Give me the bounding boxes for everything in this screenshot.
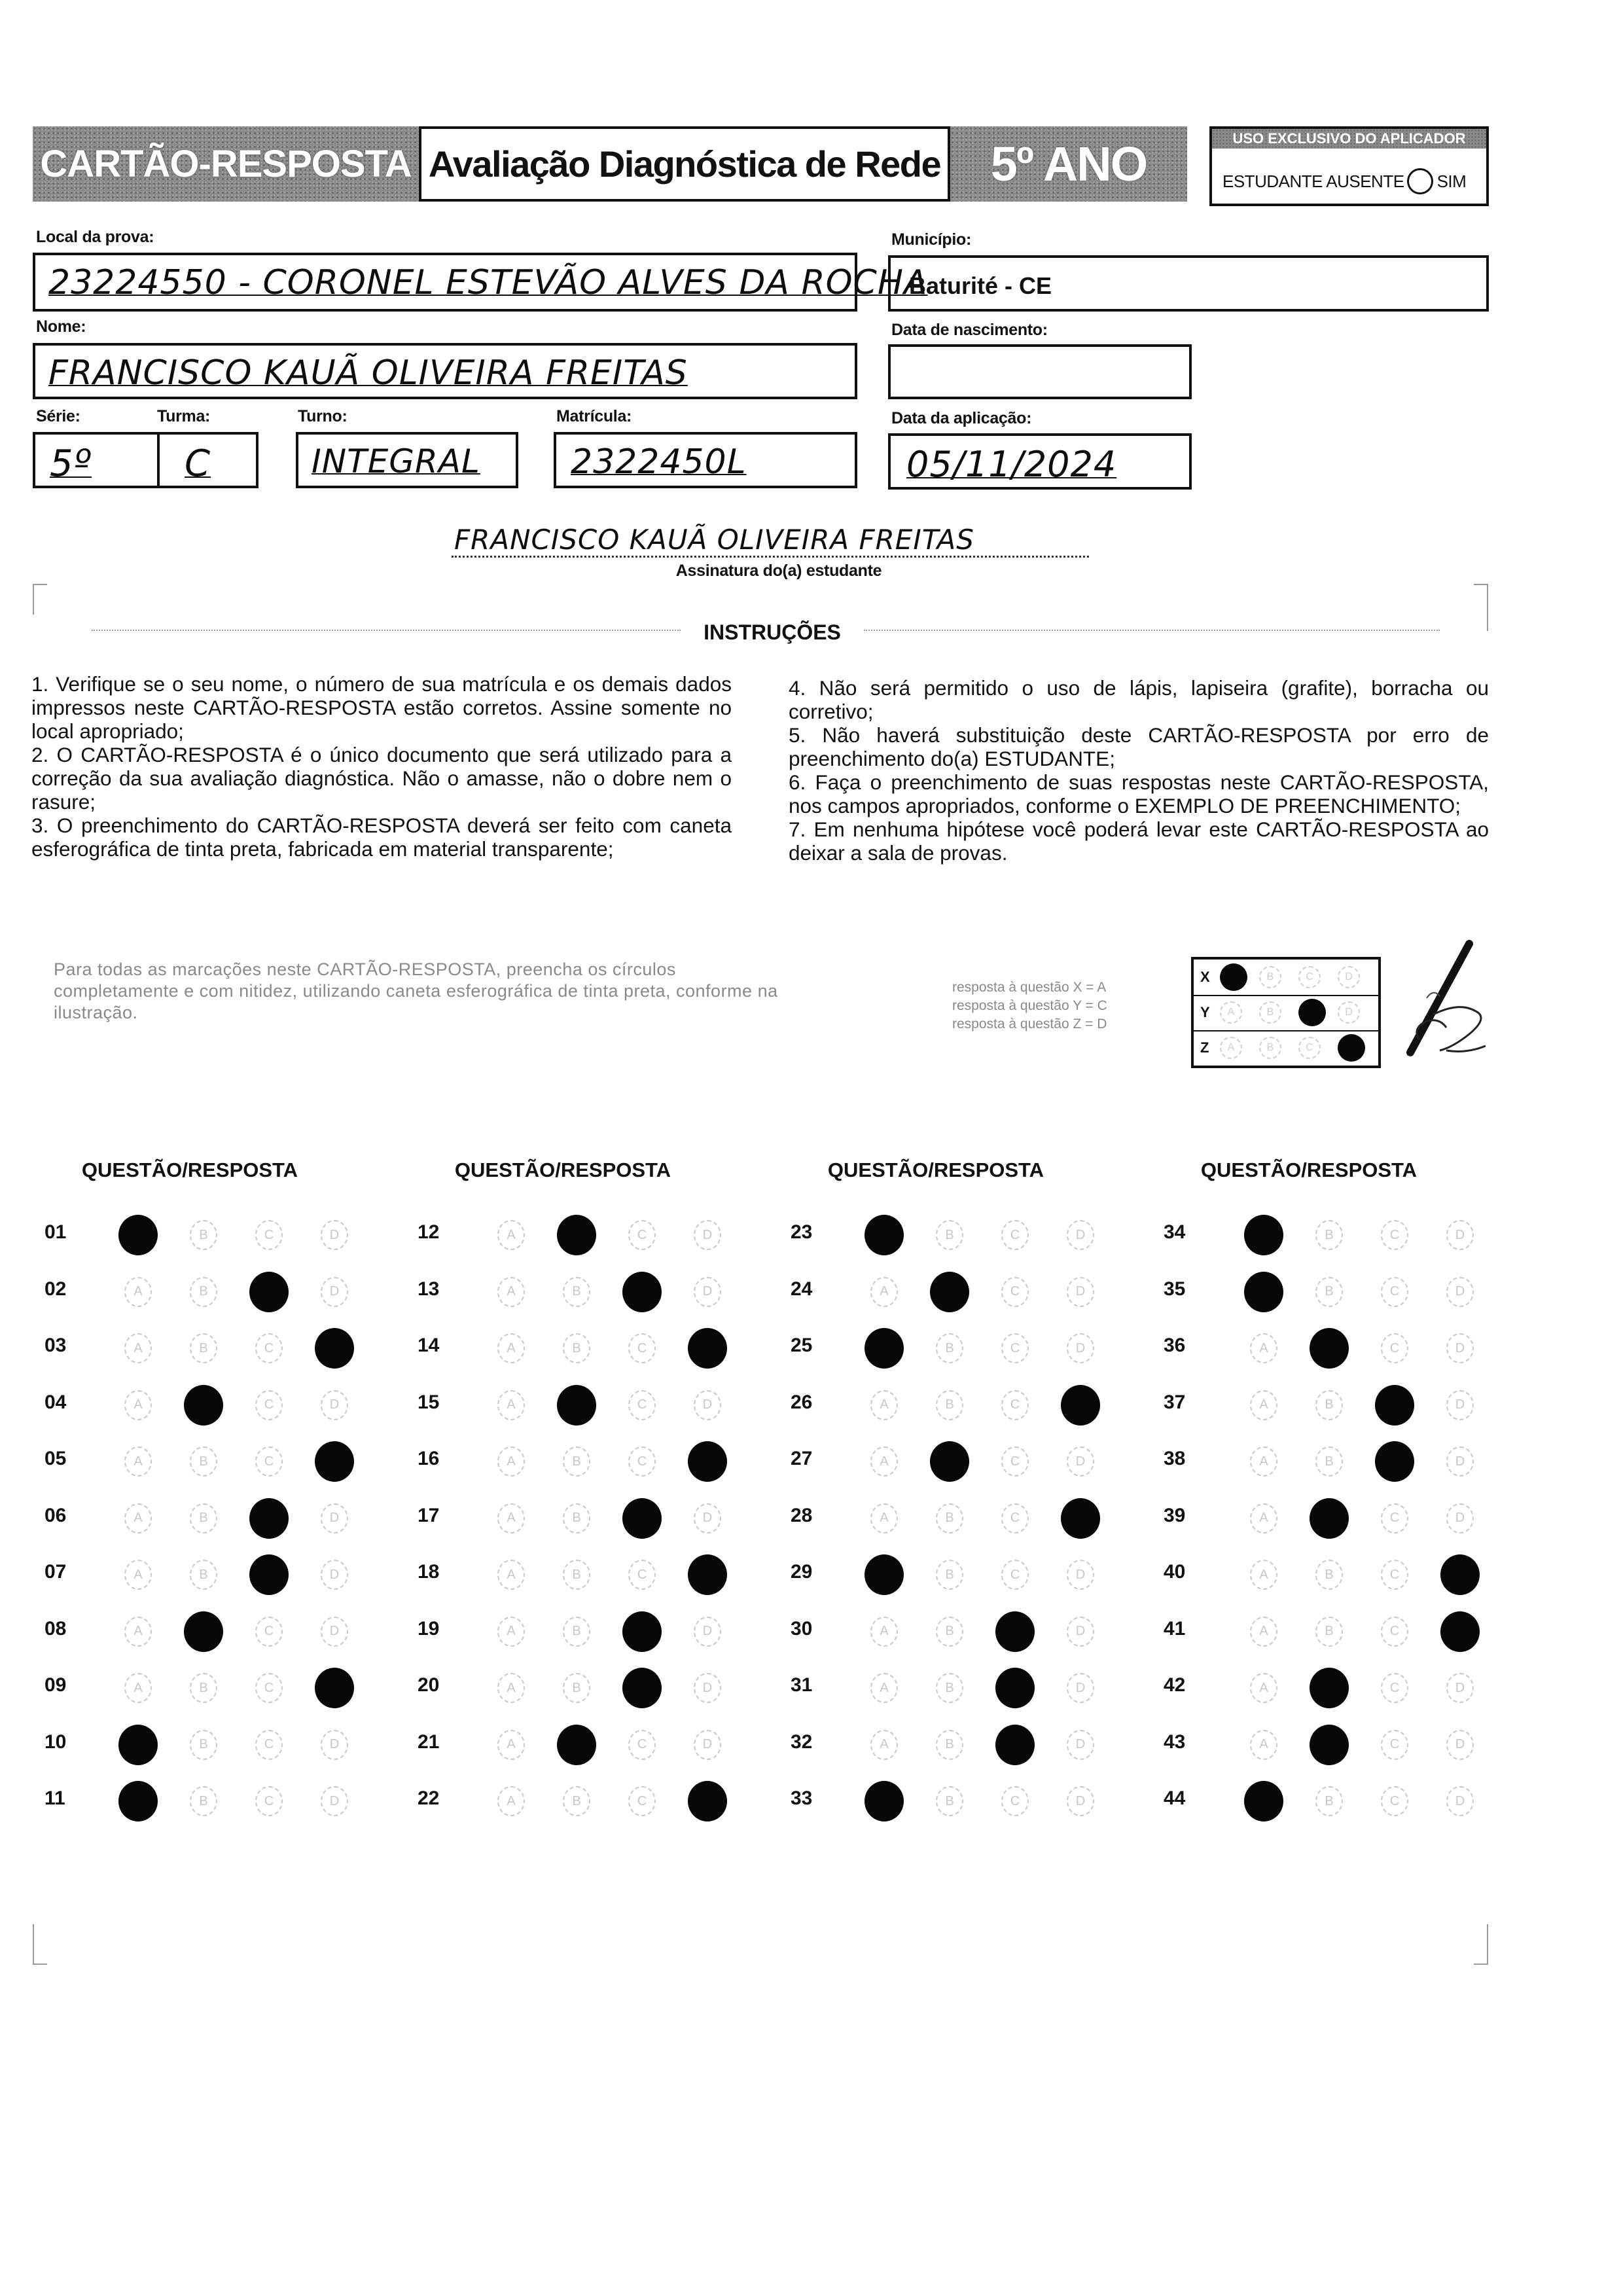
answer-bubble[interactable]: D [1446,1220,1474,1250]
answer-bubble[interactable]: C [628,1786,656,1816]
instruction-item: 4. Não será permitido o uso de lápis, lapiseira (grafite), borracha ou corretivo; [789,676,1489,723]
answer-bubble[interactable]: A [1250,1446,1277,1477]
answer-bubble[interactable]: A [497,1730,525,1760]
column-header: QUESTÃO/RESPOSTA [81,1158,298,1181]
instructions-left [31,672,732,861]
answer-bubble[interactable]: D [694,1673,721,1703]
answer-bubble[interactable]: A [870,1503,898,1534]
municipio-label: Município: [891,230,971,249]
divider [864,630,1440,631]
instruction-item: 5. Não haverá substituição deste CARTÃO-RESPOSTA por erro de preenchimento do(a) ESTUDANTE; [789,723,1489,770]
answer-bubble[interactable]: D [1446,1730,1474,1760]
nascimento-field[interactable] [888,344,1192,399]
divider [92,630,681,631]
question-number: 22 [418,1787,440,1809]
example-bubble: C [1298,1037,1321,1059]
question-number: 24 [791,1278,813,1300]
question-number: 21 [418,1731,440,1753]
answer-bubble[interactable]: A [497,1617,525,1647]
turno-field[interactable] [296,432,518,488]
question-number: 18 [418,1561,440,1583]
matricula-field[interactable] [554,432,857,488]
aplicacao-field[interactable] [888,433,1192,490]
answer-bubble[interactable]: B [936,1786,963,1816]
answer-bubble[interactable]: A [497,1503,525,1534]
answer-bubble[interactable]: C [1001,1560,1029,1590]
answer-bubble-filled[interactable] [930,1441,969,1482]
answer-bubble-filled[interactable] [315,1441,354,1482]
answer-bubble-filled[interactable] [622,1498,662,1539]
answer-bubble[interactable]: D [1446,1446,1474,1477]
answer-bubble[interactable]: D [321,1730,348,1760]
answer-bubble[interactable]: C [1381,1277,1408,1307]
answer-bubble[interactable]: D [321,1277,348,1307]
legend-item: resposta à questão Y = C [952,998,1107,1013]
answer-bubble[interactable]: D [694,1617,721,1647]
column-header: QUESTÃO/RESPOSTA [827,1158,1044,1181]
answer-bubble[interactable]: D [1067,1786,1094,1816]
pen-hand-illustration [1335,936,1486,1080]
answer-bubble[interactable]: A [124,1617,152,1647]
question-number: 03 [45,1335,67,1356]
card-title: CARTÃO-RESPOSTA [33,126,419,202]
local-label: Local da prova: [36,228,154,246]
question-number: 31 [791,1674,813,1696]
example-bubble: D [1338,966,1360,988]
answer-bubble[interactable]: B [1315,1617,1343,1647]
question-number: 34 [1164,1221,1186,1243]
answer-bubble-filled[interactable] [1375,1385,1414,1426]
answer-bubble-filled[interactable] [622,1611,662,1652]
question-number: 20 [418,1674,440,1696]
answer-bubble-filled[interactable] [1061,1385,1100,1426]
question-number: 36 [1164,1335,1186,1356]
answer-bubble-filled[interactable] [557,1725,596,1765]
answer-bubble[interactable]: A [497,1673,525,1703]
nome-field[interactable] [33,343,857,399]
example-bubble: A [1220,1037,1242,1059]
answer-bubble[interactable]: A [124,1390,152,1420]
answer-bubble[interactable]: B [1315,1786,1343,1816]
matricula-label: Matrícula: [556,407,632,425]
answer-bubble-filled[interactable] [184,1385,223,1426]
answer-bubble[interactable]: C [1001,1503,1029,1534]
question-number: 07 [45,1561,67,1583]
question-number: 12 [418,1221,440,1243]
question-number: 06 [45,1504,67,1526]
signature-line[interactable] [452,524,1089,558]
question-number: 43 [1164,1731,1186,1753]
answer-bubble[interactable]: A [1250,1333,1277,1363]
answer-bubble[interactable]: C [628,1333,656,1363]
question-number: 27 [791,1448,813,1469]
example-bubble: B [1259,1037,1281,1059]
answer-bubble[interactable]: A [870,1673,898,1703]
answer-bubble[interactable]: C [1381,1560,1408,1590]
answer-bubble-filled[interactable] [622,1272,662,1312]
answer-bubble-filled[interactable] [1310,1725,1349,1765]
answer-bubble-filled[interactable] [1244,1781,1283,1821]
example-bubble: D [1338,1001,1360,1024]
answer-bubble[interactable]: D [1446,1390,1474,1420]
turno-label: Turno: [298,407,348,425]
answer-bubble-filled[interactable] [995,1668,1035,1708]
serie-field[interactable] [33,432,160,488]
absent-bubble[interactable] [1407,168,1433,194]
answer-bubble[interactable]: C [255,1786,283,1816]
answer-bubble-filled[interactable] [249,1498,289,1539]
answer-bubble[interactable]: A [497,1786,525,1816]
answer-bubble[interactable]: C [1001,1333,1029,1363]
answer-bubble-filled[interactable] [688,1554,727,1595]
question-number: 15 [418,1391,440,1413]
corner-mark-top-left [33,584,47,615]
turno-value: INTEGRAL [312,442,480,480]
answer-bubble-filled[interactable] [315,1668,354,1708]
answer-bubble[interactable]: A [870,1277,898,1307]
answer-bubble-filled[interactable] [1310,1328,1349,1369]
absent-label: ESTUDANTE AUSENTE [1222,171,1404,191]
serie-label: Série: [36,407,80,425]
answer-bubble[interactable]: A [497,1446,525,1477]
answer-bubble[interactable]: C [1381,1503,1408,1534]
turma-field[interactable] [157,432,259,488]
answer-bubble-filled[interactable] [1310,1668,1349,1708]
question-number: 09 [45,1674,67,1696]
example-row-label: Z [1200,1039,1209,1056]
answer-bubble[interactable]: A [497,1390,525,1420]
answer-bubble-filled[interactable] [118,1781,158,1821]
nascimento-label: Data de nascimento: [891,321,1048,339]
answer-bubble[interactable]: D [1446,1277,1474,1307]
answer-bubble-filled[interactable] [995,1725,1035,1765]
answer-bubble-filled[interactable] [930,1272,969,1312]
absent-row [1222,167,1480,196]
answer-bubble[interactable]: B [936,1617,963,1647]
example-legend [952,978,1227,1033]
answer-bubble-filled[interactable] [865,1215,904,1255]
question-number: 08 [45,1617,67,1640]
answer-bubble-filled[interactable] [865,1328,904,1369]
answer-bubble[interactable]: C [1381,1333,1408,1363]
answer-bubble[interactable]: A [124,1277,152,1307]
answer-bubble[interactable]: B [936,1333,963,1363]
answer-bubble[interactable]: D [1446,1503,1474,1534]
municipio-value: Baturité - CE [909,272,1052,299]
answer-bubble[interactable]: C [1381,1730,1408,1760]
answer-bubble-filled[interactable] [1375,1441,1414,1482]
answer-bubble-filled[interactable] [1061,1498,1100,1539]
example-bubble-filled [1220,963,1247,991]
serie-value: 5º [50,442,92,485]
answer-bubble[interactable]: C [1381,1617,1408,1647]
answer-bubble[interactable]: A [1250,1730,1277,1760]
answer-bubble[interactable]: C [1001,1390,1029,1420]
question-number: 04 [45,1391,67,1413]
question-number: 26 [791,1391,813,1413]
answer-bubble[interactable]: D [1446,1333,1474,1363]
answer-bubble-filled[interactable] [1310,1498,1349,1539]
question-number: 28 [791,1504,813,1526]
answer-bubble[interactable]: A [870,1446,898,1477]
aplicacao-label: Data da aplicação: [891,409,1032,427]
question-number: 30 [791,1617,813,1640]
answer-bubble[interactable]: D [1067,1560,1094,1590]
question-number: 42 [1164,1674,1186,1696]
answer-bubble-filled[interactable] [1244,1272,1283,1312]
question-number: 29 [791,1561,813,1583]
answer-bubble[interactable]: D [1446,1673,1474,1703]
corner-mark-top-right [1474,584,1488,631]
matricula-value: 2322450L [571,442,747,482]
answer-bubble[interactable]: C [255,1446,283,1477]
answer-bubble[interactable]: A [1250,1617,1277,1647]
example-row-label: X [1200,969,1210,985]
instruction-item: 1. Verifique se o seu nome, o número de sua matrícula e os demais dados impressos neste CARTÃO-RESPOSTA estão corretos. Assine somente no local apropriado; [31,672,732,743]
question-number: 25 [791,1335,813,1356]
answer-bubble[interactable]: A [1250,1503,1277,1534]
absent-option: SIM [1436,171,1467,191]
answer-bubble[interactable]: A [870,1730,898,1760]
answer-bubble[interactable]: D [321,1560,348,1590]
answer-bubble-filled[interactable] [557,1215,596,1255]
answer-bubble[interactable]: B [190,1673,217,1703]
answer-bubble[interactable]: D [321,1220,348,1250]
question-number: 16 [418,1448,440,1469]
answer-bubble[interactable]: B [936,1730,963,1760]
corner-mark-bottom-left [33,1924,47,1965]
turma-value: C [185,442,211,485]
exam-title: Avaliação Diagnóstica de Rede [419,126,950,202]
instruction-item: 7. Em nenhuma hipótese você poderá levar este CARTÃO-RESPOSTA ao deixar a sala de provas. [789,817,1489,865]
example-bubble: C [1298,966,1321,988]
nome-label: Nome: [36,317,86,336]
answer-bubble-filled[interactable] [118,1725,158,1765]
instructions-title: INSTRUÇÕES [704,620,841,644]
answer-bubble[interactable]: A [870,1390,898,1420]
answer-bubble[interactable]: D [694,1220,721,1250]
answer-bubble-filled[interactable] [557,1385,596,1426]
instruction-item: 6. Faça o preenchimento de suas respostas neste CARTÃO-RESPOSTA, nos campos apropriados, conforme o EXEMPLO DE PREENCHIMENTO; [789,770,1489,817]
answer-bubble[interactable]: A [497,1277,525,1307]
answer-bubble-filled[interactable] [249,1554,289,1595]
answer-bubble[interactable]: D [1067,1277,1094,1307]
answer-bubble[interactable]: C [628,1730,656,1760]
answer-bubble[interactable]: C [255,1673,283,1703]
answer-bubble[interactable]: B [936,1560,963,1590]
instruction-item: 3. O preenchimento do CARTÃO-RESPOSTA deverá ser feito com caneta esferográfica de tinta preta, fabricada em material transparente; [31,814,732,861]
applicator-label: USO EXCLUSIVO DO APLICADOR [1212,129,1486,149]
answer-bubble[interactable]: A [497,1333,525,1363]
answer-bubble-filled[interactable] [249,1272,289,1312]
answer-bubble[interactable]: B [1315,1446,1343,1477]
answer-bubble[interactable]: B [563,1673,590,1703]
instructions-right [789,676,1489,865]
answer-bubble[interactable]: C [255,1617,283,1647]
answer-bubble[interactable]: D [694,1730,721,1760]
local-field[interactable] [33,253,928,312]
corner-mark-bottom-right [1474,1924,1488,1965]
question-number: 39 [1164,1504,1186,1526]
question-number: 23 [791,1221,813,1243]
answer-bubble-filled[interactable] [688,1441,727,1482]
question-number: 11 [45,1787,65,1809]
question-number: 01 [45,1221,67,1243]
grade-badge: 5º ANO [950,126,1187,202]
aplicacao-value: 05/11/2024 [906,444,1117,485]
question-number: 41 [1164,1617,1186,1640]
answer-bubble[interactable]: B [1315,1390,1343,1420]
nome-value: FRANCISCO KAUÃ OLIVEIRA FREITAS [48,353,688,393]
question-number: 40 [1164,1561,1186,1583]
answer-bubble[interactable]: C [255,1730,283,1760]
answer-bubble[interactable]: A [124,1503,152,1534]
answer-bubble[interactable]: C [628,1220,656,1250]
answer-bubble[interactable]: B [190,1560,217,1590]
answer-bubble[interactable]: C [1381,1786,1408,1816]
answer-bubble[interactable]: D [321,1617,348,1647]
question-number: 19 [418,1617,440,1640]
question-number: 44 [1164,1787,1186,1809]
question-number: 13 [418,1278,440,1300]
instruction-item: 2. O CARTÃO-RESPOSTA é o único documento que será utilizado para a correção da sua avaliação diagnóstica. Não o amasse, não o dobre nem o rasure; [31,743,732,814]
municipio-field [888,255,1489,312]
answer-bubble[interactable]: D [321,1786,348,1816]
answer-bubble[interactable]: A [124,1446,152,1477]
example-bubble-filled [1298,999,1326,1026]
example-bubble: A [1220,1001,1242,1024]
answer-bubble[interactable]: A [124,1333,152,1363]
question-number: 38 [1164,1448,1186,1469]
answer-bubble-filled[interactable] [1440,1554,1480,1595]
answer-bubble[interactable]: D [694,1277,721,1307]
question-number: 37 [1164,1391,1186,1413]
answer-bubble[interactable]: C [255,1390,283,1420]
answer-bubble[interactable]: B [563,1503,590,1534]
example-bubble: B [1259,1001,1281,1024]
answer-bubble-filled[interactable] [315,1328,354,1369]
question-number: 10 [45,1731,67,1753]
answer-bubble-filled[interactable] [1244,1215,1283,1255]
answer-bubble[interactable]: D [1067,1730,1094,1760]
applicator-box [1209,126,1489,206]
answer-bubble[interactable]: D [694,1390,721,1420]
answer-bubble-filled[interactable] [184,1611,223,1652]
signature-value: FRANCISCO KAUÃ OLIVEIRA FREITAS [454,524,974,556]
answer-bubble[interactable]: A [497,1560,525,1590]
local-value: 23224550 - CORONEL ESTEVÃO ALVES DA ROCHA [48,263,928,302]
answer-bubble[interactable]: D [1067,1220,1094,1250]
legend-item: resposta à questão X = A [952,980,1107,995]
answer-bubble[interactable]: C [1001,1277,1029,1307]
answer-bubble[interactable]: B [1315,1220,1343,1250]
answer-bubble[interactable]: B [563,1560,590,1590]
example-bubble: B [1259,966,1281,988]
answer-bubble[interactable]: D [321,1390,348,1420]
answer-bubble[interactable]: A [497,1220,525,1250]
answer-bubble-filled[interactable] [865,1554,904,1595]
answer-bubble[interactable]: C [1381,1673,1408,1703]
column-header: QUESTÃO/RESPOSTA [1200,1158,1418,1181]
legend-item: resposta à questão Z = D [952,1016,1107,1031]
answer-bubble[interactable]: D [694,1503,721,1534]
answer-bubble[interactable]: C [255,1333,283,1363]
answer-bubble[interactable]: A [870,1617,898,1647]
answer-bubble[interactable]: A [1250,1673,1277,1703]
signature-label: Assinatura do(a) estudante [675,562,882,580]
answer-bubble[interactable]: C [628,1446,656,1477]
turma-label: Turma: [157,407,211,425]
answer-bubble[interactable]: C [1001,1786,1029,1816]
answer-bubble[interactable]: B [190,1503,217,1534]
answer-bubble[interactable]: C [1381,1220,1408,1250]
answer-bubble[interactable]: D [321,1503,348,1534]
answer-bubble[interactable]: B [190,1333,217,1363]
example-row-label: Y [1200,1004,1210,1020]
question-number: 05 [45,1448,67,1469]
answer-bubble[interactable]: A [124,1673,152,1703]
answer-bubble-filled[interactable] [865,1781,904,1821]
answer-bubble[interactable]: A [1250,1560,1277,1590]
answer-bubble[interactable]: D [1067,1673,1094,1703]
answer-bubble[interactable]: B [190,1786,217,1816]
answer-bubble-filled[interactable] [622,1668,662,1708]
answer-bubble-filled[interactable] [688,1781,727,1821]
answer-bubble[interactable]: B [1315,1277,1343,1307]
answer-bubble[interactable]: D [1067,1333,1094,1363]
answer-bubble[interactable]: B [563,1333,590,1363]
answer-bubble-filled[interactable] [688,1328,727,1369]
question-number: 32 [791,1731,813,1753]
column-header: QUESTÃO/RESPOSTA [454,1158,671,1181]
answer-bubble[interactable]: D [1446,1786,1474,1816]
answer-bubble[interactable]: D [1067,1617,1094,1647]
example-text: Para todas as marcações neste CARTÃO-RESPOSTA, preencha os círculos completamente e com nitidez, utilizando caneta esferográfica de tinta preta, conforme na ilustração. [54,960,778,1022]
answer-bubble[interactable]: B [190,1730,217,1760]
answer-bubble[interactable]: C [628,1560,656,1590]
question-number: 17 [418,1504,440,1526]
answer-bubble-filled[interactable] [1440,1611,1480,1652]
answer-bubble[interactable]: B [1315,1560,1343,1590]
answer-bubble-filled[interactable] [995,1611,1035,1652]
answer-bubble[interactable]: B [563,1277,590,1307]
answer-bubble[interactable]: B [936,1503,963,1534]
question-number: 35 [1164,1278,1186,1300]
answer-bubble[interactable]: A [124,1560,152,1590]
answer-bubble[interactable]: B [563,1446,590,1477]
answer-bubble[interactable]: B [190,1446,217,1477]
answer-bubble[interactable]: C [1001,1220,1029,1250]
question-number: 02 [45,1278,67,1300]
answer-bubble[interactable]: B [190,1277,217,1307]
answer-bubble[interactable]: B [936,1673,963,1703]
answer-bubble[interactable]: B [190,1220,217,1250]
question-number: 14 [418,1335,440,1356]
answer-bubble[interactable]: B [936,1220,963,1250]
answer-bubble[interactable]: B [563,1617,590,1647]
answer-bubble[interactable]: C [628,1390,656,1420]
answer-bubble[interactable]: B [563,1786,590,1816]
answer-bubble-filled[interactable] [118,1215,158,1255]
answer-bubble[interactable]: D [1067,1446,1094,1477]
question-number: 33 [791,1787,813,1809]
answer-bubble[interactable]: C [1001,1446,1029,1477]
answer-bubble[interactable]: B [936,1390,963,1420]
answer-bubble[interactable]: C [255,1220,283,1250]
answer-bubble[interactable]: A [1250,1390,1277,1420]
